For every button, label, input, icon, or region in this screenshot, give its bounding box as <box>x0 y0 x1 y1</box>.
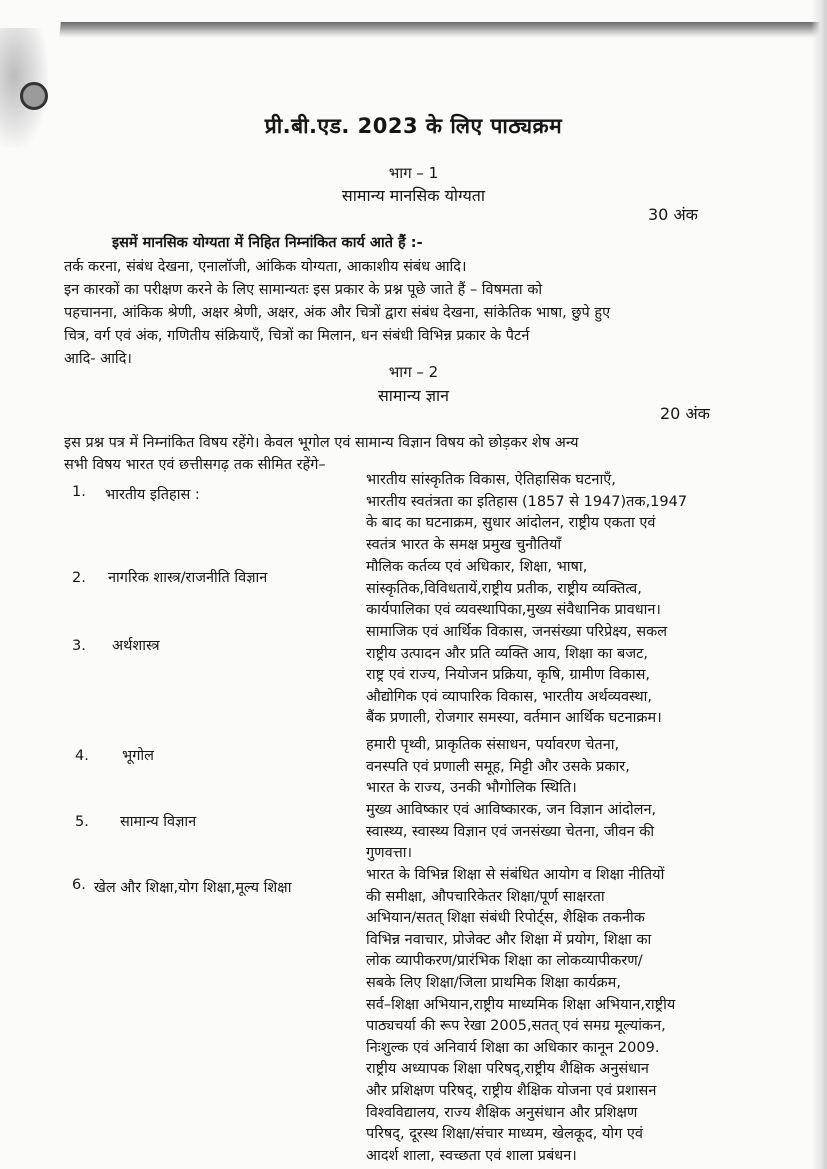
description-line: अभियान/सतत् शिक्षा संबंधी रिपोर्ट्स, शैक्षिक तकनीक <box>366 910 645 927</box>
topic-name: सामान्य विज्ञान <box>120 814 197 830</box>
topic-name: भूगोल <box>122 748 154 764</box>
topic-number: 5. <box>75 814 89 830</box>
part1-line: पहचानना, आंकिक श्रेणी, अक्षर श्रेणी, अक्षर, अंक और चित्रों द्वारा संबंध देखना, सांकेतिक भाषा, छुपे हुए <box>64 305 611 321</box>
description-line: राष्ट्र एवं राज्य, नियोजन प्रक्रिया, कृषि, ग्रामीण विकास, <box>366 667 651 684</box>
topic-description <box>366 557 758 622</box>
description-line: की समीक्षा, औपचारिकेतर शिक्षा/पूर्ण साक्षरता <box>366 888 605 905</box>
description-line: सर्व–शिक्षा अभियान,राष्ट्रीय माध्यमिक शिक्षा अभियान,राष्ट्रीय <box>366 996 676 1013</box>
topic-number: 1. <box>72 484 86 500</box>
part1-line: आदि- आदि। <box>64 351 132 367</box>
part1-line: तर्क करना, संबंध देखना, एनालॉजी, आंकिक योग्यता, आकाशीय संबंध आदि। <box>64 259 467 275</box>
description-line: सबके लिए शिक्षा/जिला प्राथमिक शिक्षा कार्यक्रम, <box>366 974 621 991</box>
topic-name: नागरिक शास्त्र/राजनीति विज्ञान <box>108 570 268 586</box>
description-line: औद्योगिक एवं व्यापारिक विकास, भारतीय अर्थव्यवस्था, <box>366 688 653 705</box>
description-line: सामाजिक एवं आर्थिक विकास, जनसंख्या परिप्रेक्ष्य, सकल <box>366 624 668 640</box>
description-line: वनस्पति एवं प्रणाली समूह, मिट्टी और उसके प्रकार, <box>366 758 630 775</box>
description-line: स्वतंत्र भारत के समक्ष प्रमुख चुनौतियाँ <box>366 536 562 553</box>
description-line: राष्ट्रीय अध्यापक शिक्षा परिषद्,राष्ट्रीय शैक्षिक अनुसंधान <box>366 1061 649 1078</box>
description-line: के बाद का घटनाक्रम, सुधार आंदोलन, राष्ट्रीय एकता एवं <box>366 515 656 532</box>
description-line: भारतीय सांस्कृतिक विकास, ऐतिहासिक घटनाएँ, <box>366 472 616 488</box>
part1-marks: 30 अंक <box>648 205 698 224</box>
description-line: कार्यपालिका एवं व्यवस्थापिका,मुख्य संवैधानिक प्रावधान। <box>366 602 661 619</box>
topic-number: 4. <box>75 748 89 764</box>
scan-shadow-top <box>59 22 821 38</box>
topic-description <box>366 470 758 556</box>
topic-number: 2. <box>72 570 86 586</box>
description-line: गुणवत्ता। <box>366 845 412 862</box>
topic-name: खेल और शिक्षा,योग शिक्षा,मूल्य शिक्षा <box>94 880 292 896</box>
part1-line: इन कारकों का परीक्षण करने के लिए सामान्यतः इस प्रकार के प्रश्न पूछे जाते हैं – विषमता को <box>64 282 543 298</box>
description-line: विभिन्न नवाचार, प्रोजेक्ट और शिक्षा में प्रयोग, शिक्षा का <box>366 931 652 948</box>
topic-number: 3. <box>72 638 86 654</box>
description-line: राष्ट्रीय उत्पादन और प्रति व्यक्ति आय, शिक्षा का बजट, <box>366 645 649 662</box>
topic-description <box>366 800 758 865</box>
description-line: विश्वविद्यालय, राज्य शैक्षिक अनुसंधान और प्रशिक्षण <box>366 1104 638 1121</box>
description-line: मुख्य आविष्कार एवं आविष्कारक, जन विज्ञान आंदोलन, <box>366 802 657 818</box>
part1-heading: सामान्य मानसिक योग्यता <box>341 186 486 205</box>
description-line: बैंक प्रणाली, रोजगार समस्या, वर्तमान आर्थिक घटनाक्रम। <box>366 710 662 727</box>
punch-hole <box>20 82 48 110</box>
document-title: प्री.बी.एड. 2023 के लिए पाठ्यक्रम <box>264 114 563 138</box>
part2-heading: सामान्य ज्ञान <box>377 386 450 405</box>
topic-number: 6. <box>72 877 86 893</box>
description-line: लोक व्यापीकरण/प्रारंभिक शिक्षा का लोकव्यापीकरण/ <box>366 953 643 970</box>
description-line: और प्रशिक्षण परिषद्, राष्ट्रीय शैक्षिक योजना एवं प्रशासन <box>366 1082 657 1099</box>
description-line: हमारी पृथ्वी, प्राकृतिक संसाधन, पर्यावरण चेतना, <box>366 737 620 753</box>
topic-name: भारतीय इतिहास : <box>105 487 200 503</box>
description-line: आदर्श शाला, स्वच्छता एवं शाला प्रबंधन। <box>366 1147 577 1164</box>
description-line: सांस्कृतिक,विविधतायें,राष्ट्रीय प्रतीक, राष्ट्रीय व्यक्तित्व, <box>366 580 642 597</box>
part1-line: चित्र, वर्ग एवं अंक, गणितीय संक्रियाएँ, चित्रों का मिलान, धन संबंधी विभिन्न प्रकार के पैटर्न <box>64 328 530 344</box>
description-line: भारत के विभिन्न शिक्षा से संबंधित आयोग व शिक्षा नीतियों <box>366 867 665 883</box>
part1-label: भाग – 1 <box>388 164 439 182</box>
part2-line: सभी विषय भारत एवं छत्तीसगढ़ तक सीमित रहेंगे– <box>64 457 326 473</box>
description-line: परिषद्, दूरस्थ शिक्षा/संचार माध्यम, खेलकूद, योग एवं <box>366 1126 643 1143</box>
topic-description <box>366 622 758 730</box>
description-line: भारतीय स्वतंत्रता का इतिहास (1857 से 1947)तक,1947 <box>366 493 688 510</box>
topic-name: अर्थशास्त्र <box>112 638 160 654</box>
description-line: मौलिक कर्तव्य एवं अधिकार, शिक्षा, भाषा, <box>366 559 588 575</box>
description-line: भारत के राज्य, उनकी भौगोलिक स्थिति। <box>366 780 577 797</box>
description-line: निःशुल्क एवं अनिवार्य शिक्षा का अधिकार कानून 2009. <box>366 1039 660 1056</box>
part2-label: भाग – 2 <box>388 363 439 381</box>
part2-line: इस प्रश्न पत्र में निम्नांकित विषय रहेंगे। केवल भूगोल एवं सामान्य विज्ञान विषय को छोड़कर शेष अन्य <box>64 435 579 451</box>
topic-description <box>366 735 758 800</box>
topic-description <box>366 865 758 1167</box>
part2-marks: 20 अंक <box>660 404 710 423</box>
description-line: स्वास्थ्य, स्वास्थ्य विज्ञान एवं जनसंख्या चेतना, जीवन की <box>366 823 655 840</box>
description-line: पाठ्यचर्या की रूप रेखा 2005,सतत् एवं समग्र मूल्यांकन, <box>366 1018 666 1035</box>
part1-intro: इसमें मानसिक योग्यता में निहित निम्नांकित कार्य आते हैं :- <box>112 235 423 251</box>
